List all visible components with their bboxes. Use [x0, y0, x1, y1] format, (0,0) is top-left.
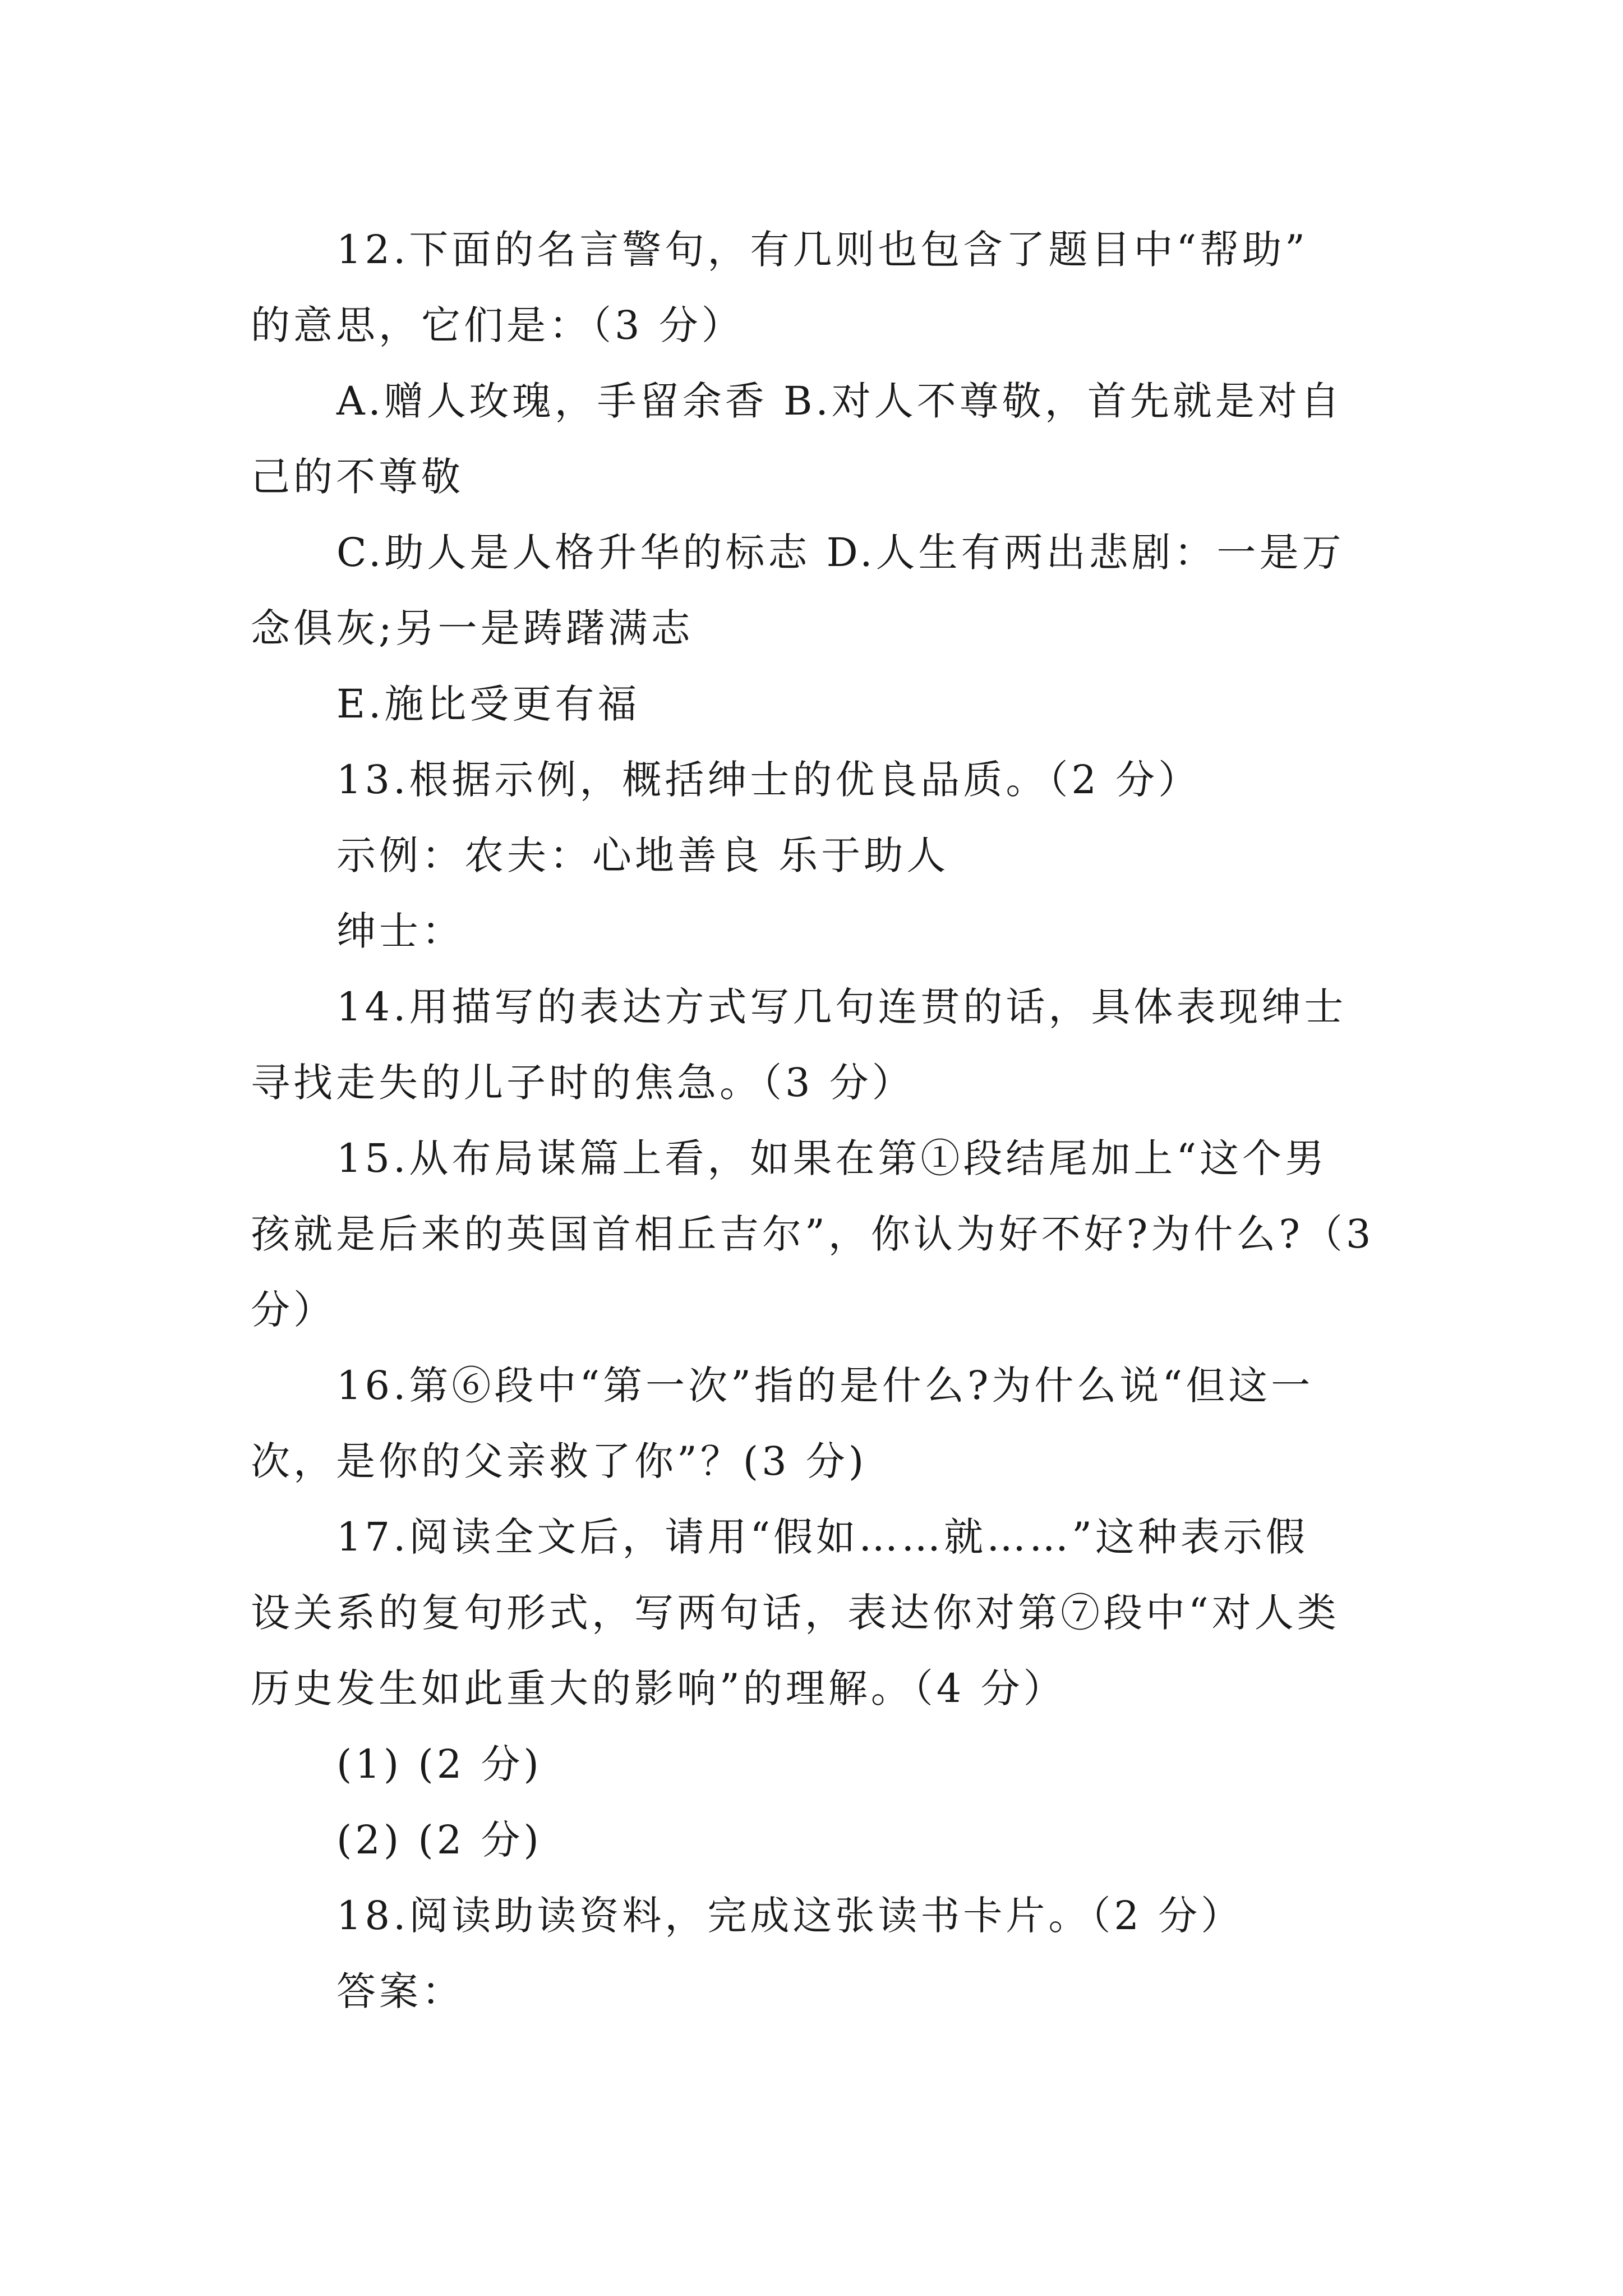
question-17-line-3: 历史发生如此重大的影响”的理解。（4 分）	[251, 1665, 1066, 1711]
option-c-d-line-1: C.助人是人格升华的标志 D.人生有两出悲剧：一是万	[336, 530, 1345, 576]
question-18-line: 18.阅读助读资料，完成这张读书卡片。（2 分）	[336, 1893, 1244, 1939]
question-15-line-3: 分）	[251, 1287, 336, 1333]
question-14-line-1: 14.用描写的表达方式写几句连贯的话，具体表现绅士	[336, 984, 1347, 1030]
option-a-b-line-2: 己的不尊敬	[251, 454, 464, 500]
question-14-line-2: 寻找走失的儿子时的焦急。（3 分）	[251, 1060, 915, 1106]
question-12-line-1: 12.下面的名言警句，有几则也包含了题目中“帮助”	[336, 227, 1308, 273]
question-17-line-1: 17.阅读全文后，请用“假如……就……”这种表示假	[336, 1514, 1308, 1560]
question-15-line-2: 孩就是后来的英国首相丘吉尔”，你认为好不好?为什么?（3	[251, 1211, 1375, 1257]
example-line: 示例：农夫：心地善良 乐于助人	[336, 832, 949, 878]
option-e-line: E.施比受更有福	[336, 681, 640, 727]
gentleman-answer-line: 绅士：	[336, 908, 464, 954]
option-c-d-line-2: 念俱灰;另一是踌躇满志	[251, 605, 694, 651]
option-a-b-line-1: A.赠人玫瑰，手留余香 B.对人不尊敬，首先就是对自	[336, 378, 1343, 424]
question-17-subitem-2: (2) (2 分)	[336, 1817, 542, 1863]
question-13-line: 13.根据示例，概括绅士的优良品质。（2 分）	[336, 757, 1201, 803]
question-16-line-2: 次，是你的父亲救了你”？(3 分)	[251, 1438, 868, 1484]
answer-heading: 答案：	[336, 1968, 464, 2014]
question-17-line-2: 设关系的复句形式，写两句话，表达你对第⑦段中“对人类	[251, 1590, 1340, 1636]
question-12-line-2: 的意思，它们是：（3 分）	[251, 302, 744, 348]
question-15-line-1: 15.从布局谋篇上看，如果在第①段结尾加上“这个男	[336, 1135, 1328, 1181]
question-17-subitem-1: (1) (2 分)	[336, 1741, 542, 1787]
question-16-line-1: 16.第⑥段中“第一次”指的是什么?为什么说“但这一	[336, 1363, 1314, 1409]
